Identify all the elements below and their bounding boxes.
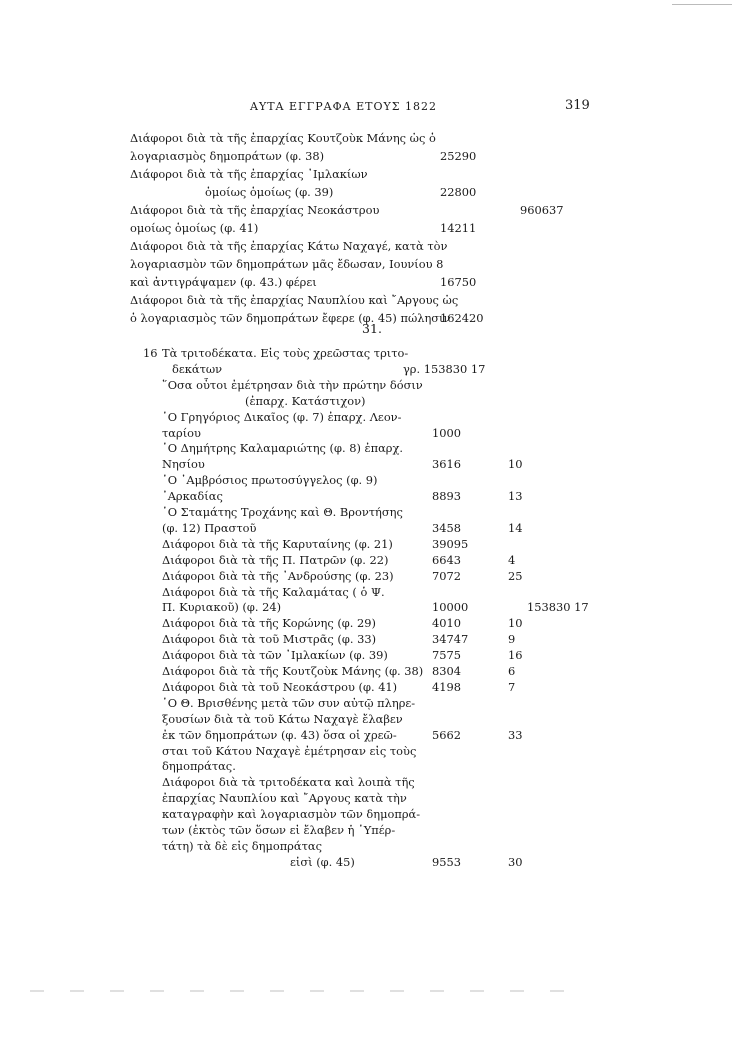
ledger-row — [0, 711, 744, 727]
ledger-row — [0, 695, 744, 711]
ledger-row — [0, 599, 744, 615]
ledger-row — [0, 256, 744, 272]
entry-text: Διάφοροι διὰ τὰ τῆς ἐπαρχίας Κάτω Ναχαγέ, κατὰ τὸν — [130, 239, 448, 253]
entry-subamount: 25 — [508, 568, 523, 583]
entry-amount: 4198 — [432, 679, 461, 694]
ledger-row — [0, 806, 744, 822]
ledger-row — [0, 727, 744, 743]
ledger-row — [0, 758, 744, 774]
entry-text: Διάφοροι διὰ τὰ τῆς Καλαμάτας ( ὁ Ψ. — [162, 584, 385, 599]
entry-amount: 9553 — [432, 854, 461, 869]
ledger-row — [0, 838, 744, 854]
entry-text: σται τοῦ Κάτου Ναχαγὲ ἐμέτρησαν εἰς τοὺς — [162, 743, 417, 758]
entry-amount: 3616 — [432, 457, 461, 472]
entry-subamount: 6 — [508, 664, 516, 678]
entry-text: ξουσίων διὰ τὰ τοῦ Κάτω Ναχαγὲ ἔλαβεν — [162, 711, 403, 726]
ledger-row — [0, 393, 744, 409]
ledger-row — [0, 130, 744, 146]
ledger-row — [0, 552, 744, 568]
entry-text: λογαριασμὸς δημοπράτων (φ. 38) — [130, 149, 325, 163]
entry-subamount: 4 — [508, 552, 516, 567]
entry-text: Τὰ τριτοδέκατα. Εἰς τοὺς χρεῶστας τριτο- — [162, 346, 409, 360]
entry-text: Διάφοροι διὰ τὰ τῆς ᾿Ανδρούσης (φ. 23) — [162, 568, 394, 583]
ledger-row — [0, 663, 744, 679]
entry-subamount: 13 — [508, 489, 523, 504]
entry-text: ῾Ο Σταμάτης Τροχάνης καὶ Θ. Βροντήσης — [162, 505, 403, 519]
ledger-row — [0, 409, 744, 425]
entry-text: Διάφοροι διὰ τὰ τῆς ἐπαρχίας Ναυπλίου καὶ ῎Αργους ὡς — [130, 293, 459, 307]
entry-subamount: 30 — [508, 854, 523, 869]
entry-text: Διάφοροι διὰ τὰ τῆς Καρυταίνης (φ. 21) — [162, 536, 393, 551]
ledger-row — [0, 679, 744, 695]
entry-text: δεκάτων — [172, 361, 223, 376]
entry-text: λογαριασμὸν τῶν δημοπράτων μᾶς ἔδωσαν, Ιουνίου 8 — [130, 257, 444, 271]
entry-subamount: 14 — [508, 520, 523, 535]
entry-amount: 10000 — [432, 600, 469, 615]
entry-text: ἐκ τῶν δημοπράτων (φ. 43) ὅσα οἱ χρεῶ- — [162, 727, 397, 742]
entry-total: 153830 17 — [527, 600, 589, 615]
entry-text: εἰσὶ (φ. 45) — [290, 854, 355, 869]
ledger-row — [0, 584, 744, 600]
entry-text: Διάφοροι διὰ τὰ τοῦ Μιστρᾶς (φ. 33) — [162, 632, 377, 647]
entry-text: Διάφοροι διὰ τὰ τοῦ Νεοκάστρου (φ. 41) — [162, 679, 398, 694]
ledger-row — [0, 202, 744, 218]
entry-text: Διάφοροι διὰ τὰ τριτοδέκατα καὶ λοιπὰ τῆς — [162, 775, 415, 790]
entry-text: των (ἐκτὸς τῶν ὅσων εἰ ἔλαβεν ἡ ῾Υπέρ- — [162, 823, 396, 837]
ledger-row — [0, 743, 744, 759]
entry-text: ῾Ο Θ. Βρισθένης μετὰ τῶν συν αὐτῷ πληρε- — [162, 695, 416, 710]
entry-text: (ἐπαρχ. Κατάστιχον) — [245, 393, 366, 408]
entry-text: ταρίου — [162, 425, 201, 440]
ledger-row — [0, 166, 744, 182]
entry-number: 16 — [143, 346, 158, 360]
entry-text: τάτη) τὰ δὲ εἰς δημοπράτας — [162, 838, 322, 853]
page-number: 319 — [565, 98, 590, 113]
entry-text: Νησίου — [162, 457, 205, 472]
entry-text: ῾Ο Δημήτρης Καλαμαριώτης (φ. 8) ἐπαρχ. — [162, 441, 404, 456]
ledger-row — [0, 472, 744, 488]
ledger-row — [0, 184, 744, 200]
entry-amount: 4010 — [432, 616, 461, 631]
entry-amount: 8304 — [432, 664, 461, 678]
entry-text: καὶ ἀντιγράψαμεν (φ. 43.) φέρει — [130, 275, 317, 289]
ledger-row — [0, 568, 744, 584]
entry-amount: 14211 — [440, 221, 477, 235]
entry-text: ομοίως ὁμοίως (φ. 41) — [130, 221, 259, 235]
scan-artifact — [30, 990, 590, 992]
entry-text: (φ. 12) Πραστοῦ — [162, 520, 257, 535]
ledger-row — [0, 361, 744, 377]
entry-amount: 1000 — [432, 425, 461, 440]
entry-text: Π. Κυριακοῦ) (φ. 24) — [162, 600, 282, 615]
ledger-row — [0, 504, 744, 520]
entry-amount: 6643 — [432, 552, 461, 567]
entry-text: Διάφοροι διὰ τὰ τῆς Π. Πατρῶν (φ. 22) — [162, 552, 389, 567]
entry-text: καταγραφὴν καὶ λογαριασμὸν τῶν δημοπρά- — [162, 807, 421, 822]
ledger-row — [0, 456, 744, 472]
ledger-row — [0, 377, 744, 393]
ledger-row — [0, 238, 744, 254]
entry-amount: 8893 — [432, 489, 461, 504]
scan-edge-mark — [672, 4, 732, 5]
entry-subamount: 33 — [508, 727, 523, 742]
ledger-row — [0, 345, 744, 361]
ledger-row — [0, 292, 744, 308]
running-header — [0, 98, 744, 118]
ledger-row — [0, 774, 744, 790]
entry-amount: 16750 — [440, 275, 477, 289]
entry-amount: 5662 — [432, 727, 461, 742]
entry-text: ῞Οσα οὗτοι ἐμέτρησαν διὰ τὴν πρώτην δόσιν — [162, 377, 423, 392]
ledger-row — [0, 148, 744, 164]
entry-text: ὁμοίως ὁμοίως (φ. 39) — [205, 185, 334, 199]
ledger-row — [0, 615, 744, 631]
entry-amount: 34747 — [432, 632, 469, 647]
entry-amount: 162420 — [440, 311, 484, 325]
entry-amount: 39095 — [432, 536, 469, 551]
entry-subamount: 7 — [508, 679, 516, 694]
running-title: ΑΥΤΑ ΕΓΓΡΑΦΑ ΕΤΟΥΣ 1822 — [250, 100, 437, 113]
ledger-row — [0, 536, 744, 552]
ledger-row — [0, 790, 744, 806]
entry-text: ᾿Αρκαδίας — [162, 489, 223, 504]
entry-text: Διάφοροι διὰ τὰ τῆς ἐπαρχίας Κουτζοὺκ Μάνης ὡς ὁ — [130, 131, 436, 145]
entry-text: ῾Ο ᾿Αμβρόσιος πρωτοσύγγελος (φ. 9) — [162, 473, 378, 488]
entry-text: ὁ λογαριασμὸς τῶν δημοπράτων ἔφερε (φ. 45) πώλησιν — [130, 311, 451, 325]
entry-text: ῾Ο Γρηγόριος Δικαῖος (φ. 7) ἐπαρχ. Λεον- — [162, 409, 402, 424]
entry-amount: 25290 — [440, 149, 477, 163]
entry-subamount: 16 — [508, 648, 523, 663]
entry-text: ἐπαρχίας Ναυπλίου καὶ ῎Αργους κατὰ τὴν — [162, 791, 407, 806]
entry-amount: γρ. 153830 17 — [403, 361, 486, 376]
entry-text: δημοπράτας. — [162, 759, 236, 774]
entry-subamount: 10 — [508, 457, 523, 472]
ledger-row — [0, 647, 744, 663]
ledger-row — [0, 220, 744, 236]
ledger-row — [0, 631, 744, 647]
entry-text: Διάφοροι διὰ τὰ τῶν ᾿Ιμλακίων (φ. 39) — [162, 648, 388, 663]
ledger-row — [0, 520, 744, 536]
entry-amount: 7072 — [432, 568, 461, 583]
entry-text: Διάφοροι διὰ τὰ τῆς ἐπαρχίας ᾿Ιμλακίων — [130, 167, 368, 181]
ledger-row — [0, 822, 744, 838]
entry-text: Διάφοροι διὰ τὰ τῆς ἐπαρχίας Νεοκάστρου — [130, 203, 380, 217]
ledger-row — [0, 488, 744, 504]
entry-total: 960637 — [520, 203, 564, 217]
ledger-row — [0, 854, 744, 870]
ledger-row — [0, 440, 744, 456]
ledger-row — [0, 425, 744, 441]
entry-subamount: 9 — [508, 632, 516, 647]
entry-amount: 22800 — [440, 185, 477, 199]
entry-text: Διάφοροι διὰ τὰ τῆς Κορώνης (φ. 29) — [162, 616, 376, 631]
section-number: 31. — [362, 321, 382, 336]
entry-amount: 3458 — [432, 520, 461, 535]
entry-amount: 7575 — [432, 648, 461, 663]
ledger-row — [0, 274, 744, 290]
entry-subamount: 10 — [508, 616, 523, 631]
entry-text: Διάφοροι διὰ τὰ τῆς Κουτζοὺκ Μάνης (φ. 38) — [162, 664, 424, 678]
